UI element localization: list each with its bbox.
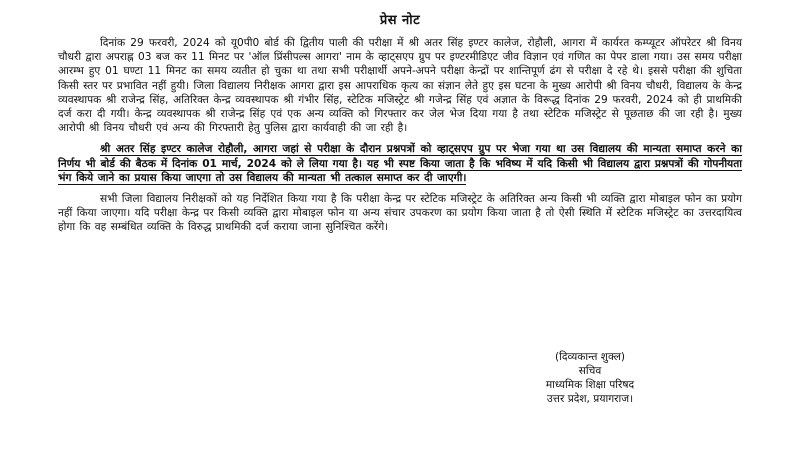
signature-block bbox=[490, 350, 690, 406]
document-title: प्रेस नोट bbox=[379, 13, 421, 28]
signatory-name: (दिव्यकान्त शुक्ल) bbox=[554, 351, 626, 363]
paragraph-recognition-cancelled-text: श्री अतर सिंह इण्टर कालेज रोहौली, आगरा जहां से परीक्षा के दौरान प्रश्नपत्रों को व्हाट्सएप ग्रुप पर भेजा गया था उस विद्यालय की मान्यता समाप्त करने का निर्णय भी बोर्ड की बैठक में दिनांक 01 मार्च, 2024 को ले लिया गया है। यह भी स्पष्ट किया जाता है कि भविष्य में यदि किसी भी विद्यालय द्वारा प्रश्नपत्रों की गोपनीयता भंग किये जाने का प्रयास किया जाएगा तो उस विद्यालय की मान्यता भी तत्काल समाप्त कर दी जाएगी। bbox=[58, 143, 742, 184]
paragraph-directions: सभी जिला विद्यालय निरीक्षकों को यह निर्देशित किया गया है कि परीक्षा केन्द्र पर स्टेटिक मजिस्ट्रेट के अतिरिक्त अन्य किसी भी व्यक्ति द्वारा मोबाइल फोन का प्रयोग नहीं किया जाएगा। यदि परीक्षा केन्द्र पर किसी व्यक्ति द्वारा मोबाइल फोन या अन्य संचार उपकरण का प्रयोग किया जाता है तो ऐसी स्थिति में स्टेटिक मजिस्ट्रेट का उत्तरदायित्व होगा कि वह सम्बंधित व्यक्ति के विरुद्ध प्राथमिकी दर्ज कराया जाना सुनिश्चित करेंगे। bbox=[58, 193, 742, 234]
signatory-organization: माध्यमिक शिक्षा परिषद bbox=[545, 379, 635, 391]
signatory-location: उत्तर प्रदेश, प्रयागराज। bbox=[546, 393, 634, 405]
paragraph-recognition-cancelled bbox=[58, 142, 742, 185]
paragraph-incident: दिनांक 29 फरवरी, 2024 को यू0पी0 बोर्ड की द्वितीय पाली की परीक्षा में श्री अतर सिंह इण्टर कालेज, रोहौली, आगरा में कार्यरत कम्प्यूटर ऑपरेटर श्री विनय चौधरी द्वारा अपराह्न 03 बज कर 11 मिनट पर 'ऑल प्रिंसीपल्स आगरा' नाम के व्हाट्सएप ग्रुप पर इण्टरमीडिएट जीव विज्ञान एवं गणित का पेपर डाला गया। उस समय परीक्षा आरम्भ हुए 01 घण्टा 11 मिनट का समय व्यतीत हो चुका था तथा सभी परीक्षार्थी अपने-अपने परीक्षा केन्द्रों पर शान्तिपूर्ण ढंग से परीक्षा दे रहे थे। इससे परीक्षा की शुचिता किसी स्तर पर प्रभावित नहीं हुयी। जिला विद्यालय निरीक्षक आगरा द्वारा इस आपराधिक कृत्य का संज्ञान लेते हुए इस घटना के मुख्य आरोपी श्री विनय चौधरी, विद्यालय के केन्द्र व्यवस्थापक श्री राजेन्द्र सिंह, अतिरिक्त केन्द्र व्यवस्थापक श्री गंभीर सिंह, स्टेटिक मजिस्ट्रेट श्री गजेन्द्र सिंह एवं अज्ञात के विरूद्ध दिनांक 29 फरवरी, 2024 को ही प्राथमिकी दर्ज करा दी गयी। केन्द्र व्यवस्थापक श्री राजेन्द्र सिंह एवं एक अन्य व्यक्ति को गिरफ्तार कर जेल भेज दिया गया है तथा स्टेटिक मजिस्ट्रेट से पूछताछ की जा रही है। मुख्य आरोपी श्री विनय चौधरी एवं अन्य की गिरफ्तारी हेतु पुलिस द्वारा कार्यवाही की जा रही है। bbox=[58, 37, 742, 135]
signatory-designation: सचिव bbox=[578, 365, 602, 377]
